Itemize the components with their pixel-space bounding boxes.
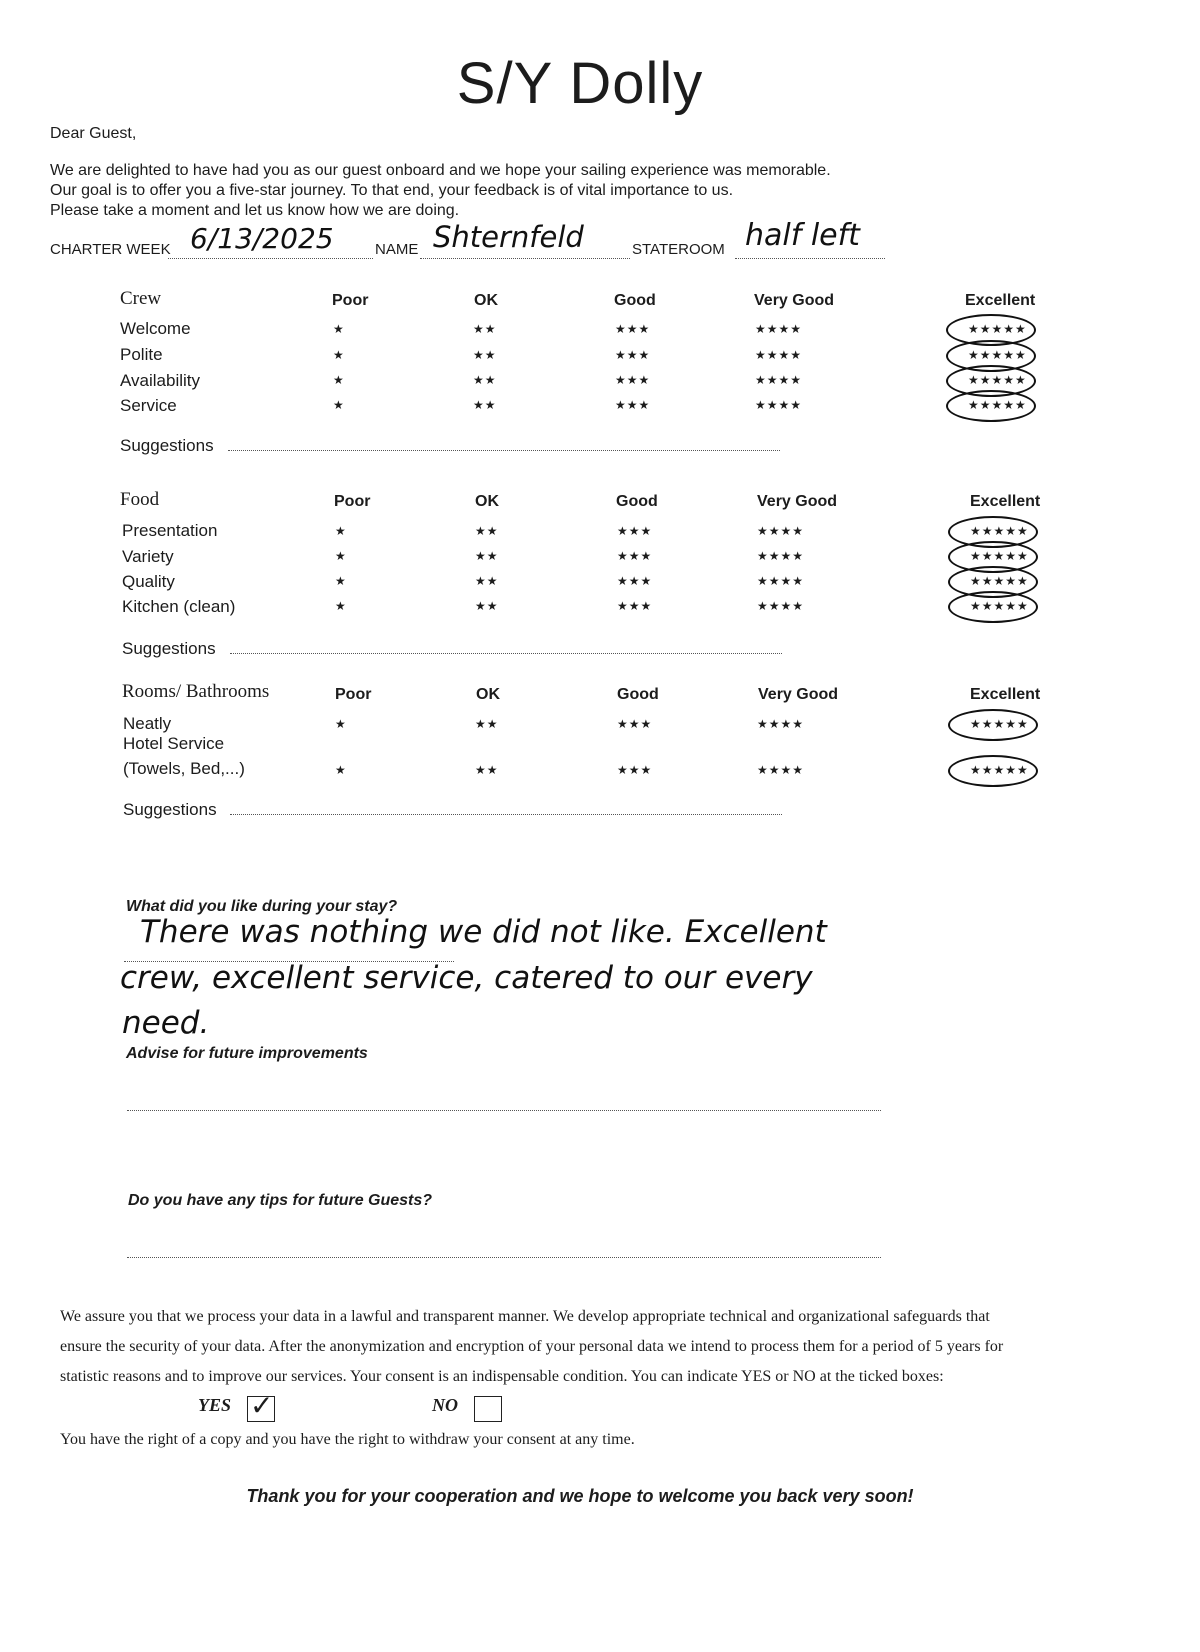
- yes-label: YES: [198, 1395, 232, 1415]
- rating-4-stars[interactable]: ★★★★: [757, 549, 805, 563]
- rating-3-stars[interactable]: ★★★: [615, 373, 651, 387]
- improve-line[interactable]: [127, 1100, 881, 1111]
- rating-3-stars[interactable]: ★★★: [617, 574, 653, 588]
- rating-1-stars[interactable]: ★: [335, 717, 347, 731]
- greeting: Dear Guest,: [50, 125, 137, 142]
- food-kitchen-label: Kitchen (clean): [122, 597, 236, 616]
- crew-availability-label: Availability: [120, 371, 201, 390]
- rating-3-stars[interactable]: ★★★: [615, 348, 651, 362]
- q-improve: Advise for future improvements: [126, 1045, 368, 1062]
- rating-1-stars[interactable]: ★: [333, 398, 345, 412]
- rating-1-stars[interactable]: ★: [335, 574, 347, 588]
- rating-4-stars[interactable]: ★★★★: [755, 348, 803, 362]
- section-food-title: Food: [120, 489, 160, 510]
- rating-2-stars[interactable]: ★★: [473, 322, 497, 336]
- rating-5-stars[interactable]: ★★★★★: [970, 549, 1029, 563]
- selected-rating-circle: [948, 709, 1038, 741]
- col-poor-rooms: Poor: [335, 686, 372, 703]
- col-excellent-food: Excellent: [970, 493, 1041, 510]
- rating-3-stars[interactable]: ★★★: [617, 599, 653, 613]
- col-excellent-rooms: Excellent: [970, 686, 1041, 703]
- col-excellent: Excellent: [965, 292, 1036, 309]
- rating-2-stars[interactable]: ★★: [475, 524, 499, 538]
- rooms-hotel-service-label: Hotel Service: [123, 734, 225, 753]
- thanks-text: Thank you for your cooperation and we hope to welcome you back very soon!: [246, 1486, 914, 1506]
- page-title: S/Y Dolly: [456, 51, 704, 116]
- col-ok: OK: [474, 292, 498, 309]
- food-variety-label: Variety: [122, 547, 174, 566]
- rating-1-stars[interactable]: ★: [335, 599, 347, 613]
- rating-4-stars[interactable]: ★★★★: [757, 524, 805, 538]
- rating-5-stars[interactable]: ★★★★★: [970, 717, 1029, 731]
- rating-2-stars[interactable]: ★★: [475, 717, 499, 731]
- rating-2-stars[interactable]: ★★: [475, 599, 499, 613]
- rating-5-stars[interactable]: ★★★★★: [970, 574, 1029, 588]
- col-ok-food: OK: [475, 493, 499, 510]
- rating-3-stars[interactable]: ★★★: [617, 549, 653, 563]
- rating-5-stars[interactable]: ★★★★★: [970, 763, 1029, 777]
- intro-line-1: We are delighted to have had you as our guest onboard and we hope your sailing experience was memorable.: [50, 162, 831, 179]
- privacy-line-1: We assure you that we process your data in a lawful and transparent manner. We develop appropriate technical and organizational safeguards that: [60, 1308, 990, 1325]
- col-ok-rooms: OK: [476, 686, 500, 703]
- rating-1-stars[interactable]: ★: [333, 322, 345, 336]
- rating-5-stars[interactable]: ★★★★★: [970, 599, 1029, 613]
- rights-text: You have the right of a copy and you have the right to withdraw your consent at any time.: [60, 1431, 635, 1448]
- rating-1-stars[interactable]: ★: [335, 763, 347, 777]
- rating-2-stars[interactable]: ★★: [475, 763, 499, 777]
- intro-line-3: Please take a moment and let us know how we are doing.: [50, 202, 460, 219]
- intro-line-2: Our goal is to offer you a five-star journey. To that end, your feedback is of vital importance to us.: [50, 182, 734, 199]
- col-very-good-food: Very Good: [757, 493, 838, 510]
- section-crew-title: Crew: [120, 288, 162, 309]
- stateroom-value[interactable]: half left: [745, 218, 860, 253]
- rating-4-stars[interactable]: ★★★★: [755, 398, 803, 412]
- col-good-food: Good: [616, 493, 658, 510]
- rating-1-stars[interactable]: ★: [335, 549, 347, 563]
- rooms-suggestions-line[interactable]: [230, 799, 782, 815]
- crew-polite-label: Polite: [120, 345, 163, 364]
- food-quality-label: Quality: [122, 572, 175, 591]
- check-icon: ✓: [250, 1389, 274, 1422]
- rating-5-stars[interactable]: ★★★★★: [968, 373, 1027, 387]
- rating-2-stars[interactable]: ★★: [473, 348, 497, 362]
- rating-5-stars[interactable]: ★★★★★: [968, 322, 1027, 336]
- no-label: NO: [432, 1395, 458, 1415]
- rooms-neatly-label: Neatly: [123, 714, 172, 733]
- no-checkbox[interactable]: [474, 1396, 502, 1422]
- rating-4-stars[interactable]: ★★★★: [755, 322, 803, 336]
- rating-3-stars[interactable]: ★★★: [617, 763, 653, 777]
- stateroom-label: STATEROOM: [632, 241, 725, 258]
- q-tips: Do you have any tips for future Guests?: [128, 1192, 433, 1209]
- q-liked: What did you like during your stay?: [126, 898, 398, 915]
- crew-suggestions-line[interactable]: [228, 435, 780, 451]
- crew-suggestions-label: Suggestions: [120, 436, 214, 455]
- privacy-line-3: statistic reasons and to improve our services. Your consent is an indispensable condition. You can indicate YES or NO at the ticked boxes:: [60, 1368, 944, 1385]
- privacy-line-2: ensure the security of your data. After the anonymization and encryption of your personal data we intend to process them for a period of 5 years for: [60, 1338, 1004, 1355]
- rating-4-stars[interactable]: ★★★★: [757, 763, 805, 777]
- crew-welcome-label: Welcome: [120, 319, 191, 338]
- rating-5-stars[interactable]: ★★★★★: [968, 348, 1027, 362]
- crew-service-label: Service: [120, 396, 177, 415]
- selected-rating-circle: [948, 755, 1038, 787]
- name-value[interactable]: Shternfeld: [433, 220, 584, 254]
- rating-2-stars[interactable]: ★★: [473, 373, 497, 387]
- liked-answer-line-3[interactable]: need.: [122, 1005, 210, 1041]
- col-good-rooms: Good: [617, 686, 659, 703]
- rooms-towels-label: (Towels, Bed,...): [123, 759, 245, 778]
- rating-4-stars[interactable]: ★★★★: [755, 373, 803, 387]
- liked-answer-line-1[interactable]: There was nothing we did not like. Excellent: [140, 914, 827, 950]
- yes-checkbox[interactable]: [247, 1389, 275, 1422]
- rating-4-stars[interactable]: ★★★★: [757, 717, 805, 731]
- col-very-good: Very Good: [754, 292, 835, 309]
- selected-rating-circle: [948, 591, 1038, 623]
- section-rooms-title: Rooms/ Bathrooms: [122, 681, 270, 702]
- food-presentation-label: Presentation: [122, 521, 218, 540]
- rooms-suggestions-label: Suggestions: [123, 800, 217, 819]
- col-very-good-rooms: Very Good: [758, 686, 839, 703]
- rating-2-stars[interactable]: ★★: [475, 549, 499, 563]
- col-poor: Poor: [332, 292, 369, 309]
- rating-4-stars[interactable]: ★★★★: [757, 574, 805, 588]
- rating-1-stars[interactable]: ★: [333, 348, 345, 362]
- rating-3-stars[interactable]: ★★★: [615, 398, 651, 412]
- tips-line[interactable]: [127, 1247, 881, 1258]
- rating-1-stars[interactable]: ★: [335, 524, 347, 538]
- rating-2-stars[interactable]: ★★: [475, 574, 499, 588]
- rating-2-stars[interactable]: ★★: [473, 398, 497, 412]
- rating-3-stars[interactable]: ★★★: [615, 322, 651, 336]
- rating-3-stars[interactable]: ★★★: [617, 717, 653, 731]
- charter-week-label: CHARTER WEEK: [50, 241, 171, 258]
- selected-rating-circle: [946, 390, 1036, 422]
- rating-1-stars[interactable]: ★: [333, 373, 345, 387]
- rating-5-stars[interactable]: ★★★★★: [968, 398, 1027, 412]
- col-poor-food: Poor: [334, 493, 371, 510]
- rating-5-stars[interactable]: ★★★★★: [970, 524, 1029, 538]
- charter-week-value[interactable]: 6/13/2025: [190, 222, 334, 255]
- liked-answer-line-2[interactable]: crew, excellent service, catered to our every: [120, 960, 813, 996]
- col-good: Good: [614, 292, 656, 309]
- food-suggestions-label: Suggestions: [122, 639, 216, 658]
- rating-4-stars[interactable]: ★★★★: [757, 599, 805, 613]
- rating-3-stars[interactable]: ★★★: [617, 524, 653, 538]
- food-suggestions-line[interactable]: [230, 638, 782, 654]
- name-label: NAME: [375, 241, 419, 258]
